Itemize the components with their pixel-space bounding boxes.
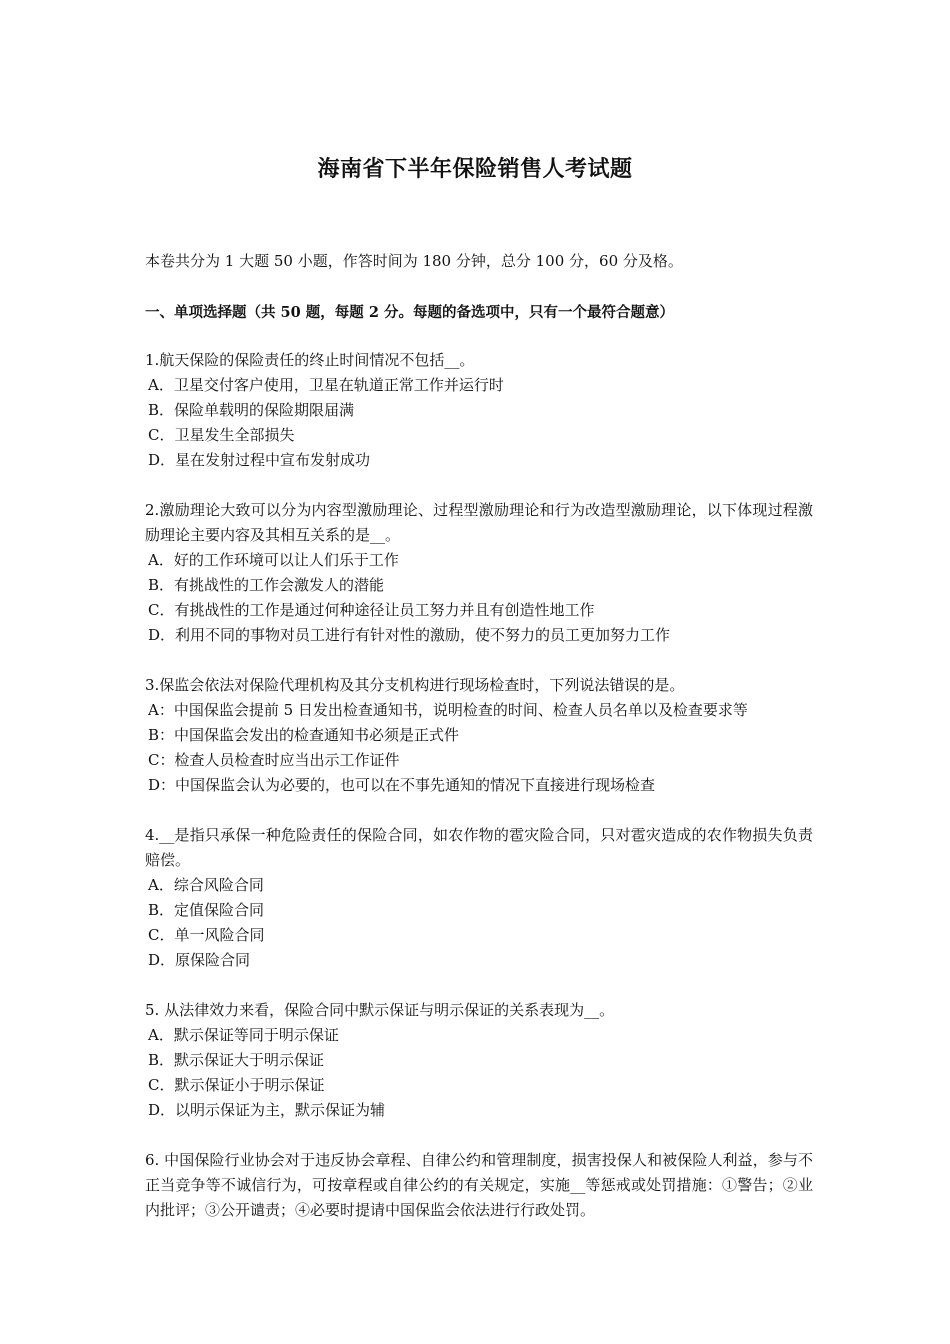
section-heading: 一、单项选择题（共 50 题，每题 2 分。每题的备选项中，只有一个最符合题意） [145, 304, 674, 321]
option-c: C：检查人员检查时应当出示工作证件 [148, 751, 400, 769]
option-d: D．原保险合同 [148, 951, 251, 969]
option-a: A．默示保证等同于明示保证 [148, 1026, 339, 1044]
option-a: A：中国保监会提前 5 日发出检查通知书，说明检查的时间、检查人员名单以及检查要求等 [148, 701, 748, 719]
option-d: D：中国保监会认为必要的，也可以在不事先通知的情况下直接进行现场检查 [148, 776, 656, 794]
question-6 [145, 1148, 813, 1223]
option-b: B：中国保监会发出的检查通知书必须是正式件 [148, 726, 460, 744]
option-b: B．有挑战性的工作会激发人的潜能 [148, 576, 385, 594]
option-c: C．单一风险合同 [148, 926, 265, 944]
document-title: 海南省下半年保险销售人考试题 [317, 156, 633, 182]
question-stem: 2.激励理论大致可以分为内容型激励理论、过程型激励理论和行为改造型激励理论，以下体现过程激励理论主要内容及其相互关系的是__。 [145, 501, 813, 544]
question-2 [145, 498, 813, 648]
option-d: D．利用不同的事物对员工进行有针对性的激励，使不努力的员工更加努力工作 [148, 626, 671, 644]
question-stem: 5. 从法律效力来看，保险合同中默示保证与明示保证的关系表现为__。 [145, 1001, 615, 1019]
question-1 [145, 348, 813, 473]
question-5 [145, 998, 813, 1123]
option-b: B．定值保险合同 [148, 901, 265, 919]
option-d: D．星在发射过程中宣布发射成功 [148, 451, 371, 469]
option-d: D．以明示保证为主，默示保证为辅 [148, 1101, 386, 1119]
question-stem: 1.航天保险的保险责任的终止时间情况不包括__。 [145, 351, 475, 369]
option-c: C．默示保证小于明示保证 [148, 1076, 325, 1094]
question-stem: 4.__是指只承保一种危险责任的保险合同，如农作物的雹灾险合同，只对雹灾造成的农作物损失负责赔偿。 [145, 826, 813, 869]
question-4 [145, 823, 813, 973]
option-c: C．卫星发生全部损失 [148, 426, 295, 444]
question-list [145, 348, 813, 1248]
question-stem: 3.保监会依法对保险代理机构及其分支机构进行现场检查时，下列说法错误的是。 [145, 676, 685, 694]
option-c: C．有挑战性的工作是通过何种途径让员工努力并且有创造性地工作 [148, 601, 595, 619]
exam-intro: 本卷共分为 1 大题 50 小题，作答时间为 180 分钟，总分 100 分，60 分及格。 [145, 252, 683, 270]
option-a: A．卫星交付客户使用，卫星在轨道正常工作并运行时 [148, 376, 504, 394]
option-a: A．综合风险合同 [148, 876, 264, 894]
option-a: A．好的工作环境可以让人们乐于工作 [148, 551, 399, 569]
question-stem: 6. 中国保险行业协会对于违反协会章程、自律公约和管理制度，损害投保人和被保险人利益，参与不正当竞争等不诚信行为，可按章程或自律公约的有关规定，实施__等惩戒或处罚措施：①警告；②业内批评；③公开谴责；④必要时提请中国保监会依法进行行政处罚。 [145, 1151, 813, 1219]
question-3 [145, 673, 813, 798]
option-b: B．保险单载明的保险期限届满 [148, 401, 355, 419]
option-b: B．默示保证大于明示保证 [148, 1051, 325, 1069]
